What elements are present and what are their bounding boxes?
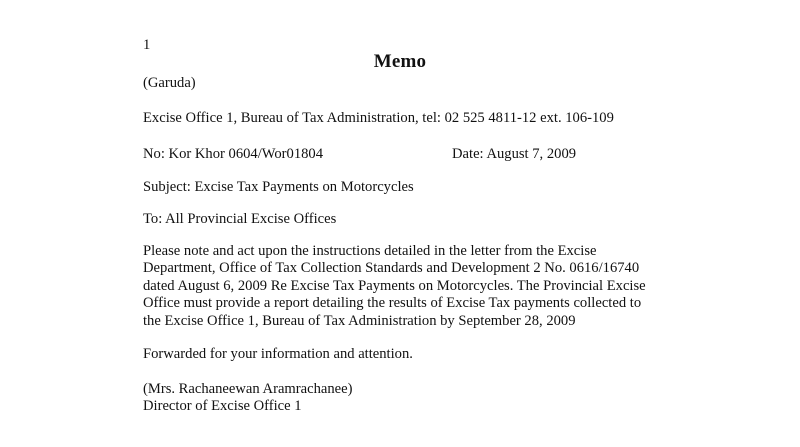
memo-body [143,243,703,330]
body-line: the Excise Office 1, Bureau of Tax Administration by September 28, 2009 [143,312,576,329]
body-line: Please note and act upon the instructions detailed in the letter from the Excise [143,243,597,259]
memo-title: Memo [373,51,427,72]
page-number: 1 [143,37,151,53]
office-line: Excise Office 1, Bureau of Tax Administration, tel: 02 525 4811-12 ext. 106-109 [143,110,614,126]
signatory-name: (Mrs. Rachaneewan Aramrachanee) [143,381,353,397]
memo-subject: Subject: Excise Tax Payments on Motorcycles [143,179,414,195]
signatory-title: Director of Excise Office 1 [143,398,302,414]
emblem-label: (Garuda) [143,75,196,91]
body-line: dated August 6, 2009 Re Excise Tax Payments on Motorcycles. The Provincial Excise [143,277,646,294]
memo-number: No: Kor Khor 0604/Wor01804 [143,146,324,162]
closing-line: Forwarded for your information and attention. [143,346,413,362]
memo-recipient: To: All Provincial Excise Offices [143,211,337,227]
body-line: Office must provide a report detailing the results of Excise Tax payments collected to [143,295,642,312]
body-line: Department, Office of Tax Collection Standards and Development 2 No. 0616/16740 [143,260,640,277]
memo-date: Date: August 7, 2009 [452,146,577,162]
